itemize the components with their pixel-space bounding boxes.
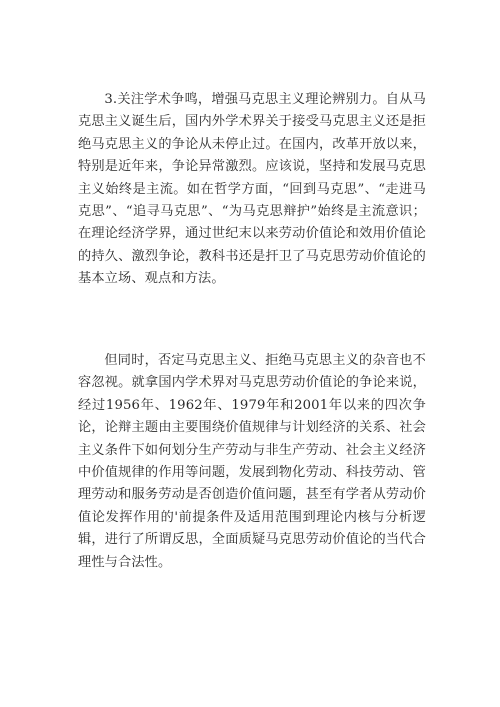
- paragraph-dissenting-voices: 但同时，否定马克思主义、拒绝马克思主义的杂音也不容忽视。就拿国内学术界对马克思劳动价值论的争论来说，经过1956年、1962年、1979年和2001年以来的四次争论，论辩主题由主要围绕价值规律与计划经济的关系、社会主义条件下如何划分生产劳动与非生产劳动、社会主义经济中价值规律的作用等问题，发展到物化劳动、科技劳动、管理劳动和服务劳动是否创造价值问题，甚至有学者从劳动价值论发挥作用的'前提条件及适用范围到理论内核与分析逻辑，进行了所谓反思，全面质疑马克思劳动价值论的当代合理性与合法性。: [78, 353, 426, 570]
- paragraph-academic-debate: 3.关注学术争鸣，增强马克思主义理论辨别力。自从马克思主义诞生后，国内外学术界关于接受马克思主义还是拒绝马克思主义的争论从未停止过。在国内，改革开放以来，特别是近年来，争论异常激烈。应该说，坚持和发展马克思主义始终是主流。如在哲学方面，“回到马克思”、“走进马克思”、“追寻马克思”、“为马克思辩护”始终是主流意识；在理论经济学界，通过世纪末以来劳动价值论和效用价值论的持久、激烈争论，教科书还是扞卫了马克思劳动价值论的基本立场、观点和方法。: [78, 92, 426, 287]
